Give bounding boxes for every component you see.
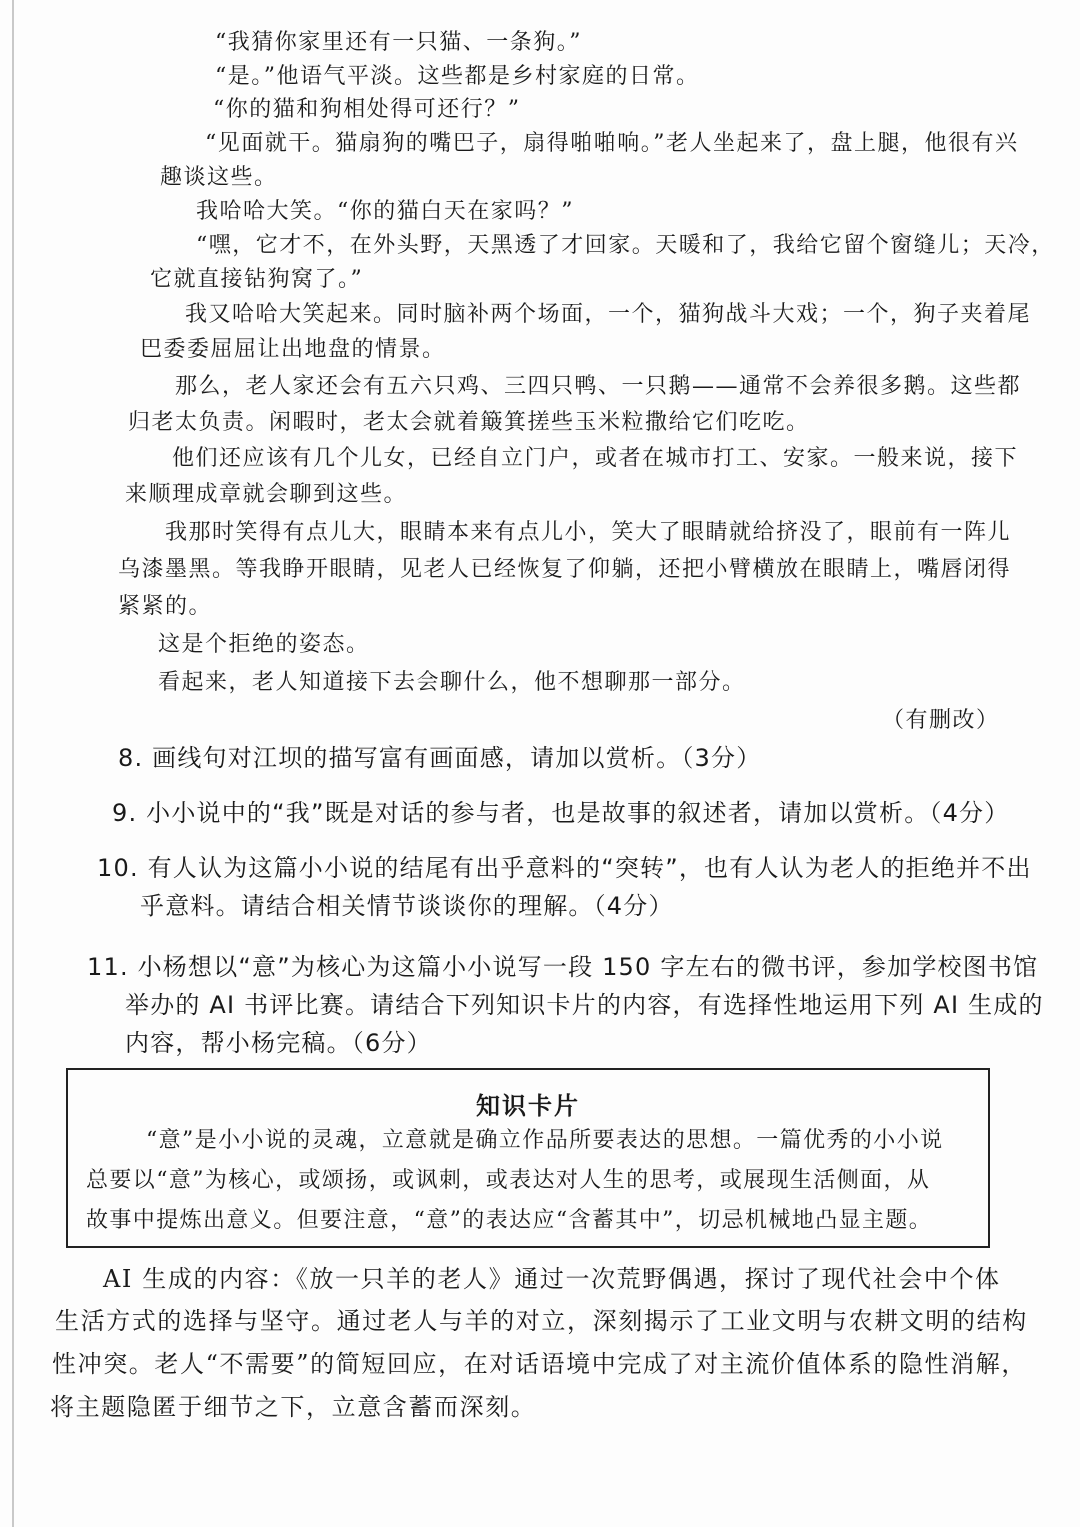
story-paragraph-continued: 它就直接钻狗窝了。” [150,267,364,292]
story-paragraph-continued: 紧紧的。 [118,594,213,619]
source-note: （有删改） [882,708,1000,733]
knowledge-card [66,1068,990,1248]
question-11: 11. 小杨想以“意”为核心为这篇小小说写一段 150 字左右的微书评，参加学校图书馆 [87,953,1039,981]
question-8: 8. 画线句对江坝的描写富有画面感，请加以赏析。（3分） [118,744,762,772]
story-paragraph: “嘿，它才不，在外头野，天黑透了才回家。天暖和了，我给它留个窗缝儿；天冷， [196,233,1055,258]
knowledge-card-line: 总要以“意”为核心，或颂扬，或讽刺，或表达对人生的思考，或展现生活侧面，从 [86,1168,931,1193]
ai-content-line: 性冲突。老人“不需要”的简短回应，在对话语境中完成了对主流价值体系的隐性消解， [52,1350,1027,1378]
story-paragraph: “是。”他语气平淡。这些都是乡村家庭的日常。 [215,64,700,89]
story-paragraph: “见面就干。猫扇狗的嘴巴子，扇得啪啪响。”老人坐起来了，盘上腿，他很有兴 [205,131,1019,156]
story-paragraph: 我又哈哈大笑起来。同时脑补两个场面，一个，猫狗战斗大戏；一个，狗子夹着尾 [185,302,1032,327]
story-paragraph: “你的猫和狗相处得可还行？” [213,97,521,122]
ai-content-line: 生活方式的选择与坚守。通过老人与羊的对立，深刻揭示了工业文明与农耕文明的结构 [55,1307,1028,1335]
story-paragraph: 他们还应该有几个儿女，已经自立门户，或者在城市打工、安家。一般来说，接下 [172,446,1019,471]
knowledge-card-title: 知识卡片 [476,1092,580,1120]
story-paragraph: 这是个拒绝的姿态。 [158,632,370,657]
story-paragraph-continued: 巴委委屈屈让出地盘的情景。 [140,337,446,362]
story-paragraph: 我那时笑得有点儿大，眼睛本来有点儿小，笑大了眼睛就给挤没了，眼前有一阵儿 [165,520,1012,545]
question-11-continued: 举办的 AI 书评比赛。请结合下列知识卡片的内容，有选择性地运用下列 AI 生成的 [125,991,1044,1019]
ai-content-line: 将主题隐匿于细节之下，立意含蓄而深刻。 [50,1393,537,1421]
story-paragraph: “我猜你家里还有一只猫、一条狗。” [215,30,582,55]
story-paragraph-continued: 来顺理成章就会聊到这些。 [125,482,408,507]
knowledge-card-line: 故事中提炼出意义。但要注意，“意”的表达应“含蓄其中”，切忌机械地凸显主题。 [86,1208,933,1233]
scan-edge [12,0,14,1527]
story-paragraph: 我哈哈大笑。“你的猫白天在家吗？” [196,199,574,224]
story-paragraph-continued: 归老太负责。闲暇时，老太会就着簸箕搓些玉米粒撒给它们吃吃。 [128,410,810,435]
story-paragraph: 那么，老人家还会有五六只鸡、三四只鸭、一只鹅——通常不会养很多鹅。这些都 [175,374,1022,399]
story-paragraph-continued: 乌漆墨黑。等我睁开眼睛，见老人已经恢复了仰躺，还把小臂横放在眼睛上，嘴唇闭得 [118,557,1012,582]
question-10-continued: 乎意料。请结合相关情节谈谈你的理解。（4分） [140,892,674,920]
question-10: 10. 有人认为这篇小小说的结尾有出乎意料的“突转”，也有人认为老人的拒绝并不出 [97,854,1032,882]
story-paragraph: 看起来，老人知道接下去会聊什么，他不想聊那一部分。 [158,670,746,695]
knowledge-card-line: “意”是小小说的灵魂，立意就是确立作品所要表达的思想。一篇优秀的小小说 [146,1128,944,1153]
question-11-continued: 内容，帮小杨完稿。（6分） [125,1029,432,1057]
question-9: 9. 小小说中的“我”既是对话的参与者，也是故事的叙述者，请加以赏析。（4分） [112,799,1010,827]
story-paragraph-continued: 趣谈这些。 [160,165,278,190]
ai-content-line: AI 生成的内容：《放一只羊的老人》通过一次荒野偶遇，探讨了现代社会中个体 [103,1265,1001,1293]
